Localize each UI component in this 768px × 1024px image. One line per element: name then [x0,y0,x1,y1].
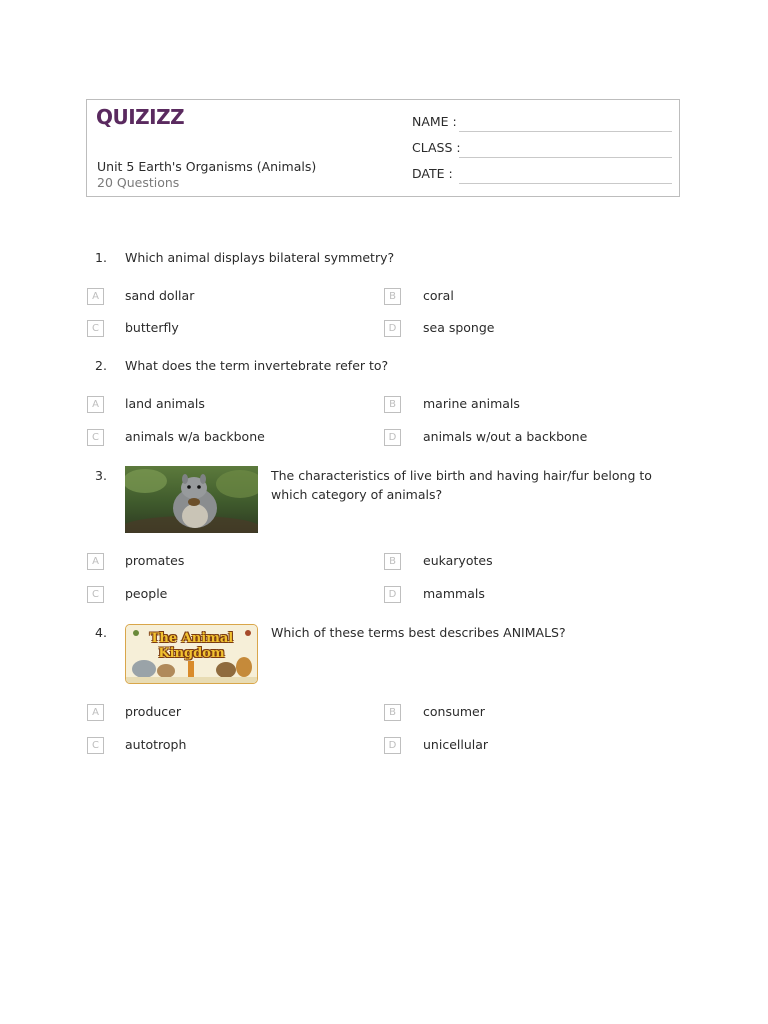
name-label: NAME : [412,114,457,129]
question-text: What does the term invertebrate refer to? [125,358,389,373]
option-b-box[interactable]: B [384,553,401,570]
option-a-box[interactable]: A [87,288,104,305]
option-b-box[interactable]: B [384,704,401,721]
date-line [459,183,672,184]
question-count: 20 Questions [97,175,180,190]
option-b-text: eukaryotes [423,553,493,568]
name-line [459,131,672,132]
question-number: 4. [95,625,107,640]
option-b-box[interactable]: B [384,288,401,305]
question-number: 2. [95,358,107,373]
option-a-box[interactable]: A [87,553,104,570]
quiz-title: Unit 5 Earth's Organisms (Animals) [97,159,317,174]
option-b-text: marine animals [423,396,520,411]
option-a-text: promates [125,553,185,568]
worksheet-header [86,99,680,197]
animal-kingdom-image [125,624,258,684]
name-field[interactable] [412,114,672,132]
option-a-box[interactable]: A [87,704,104,721]
option-d-text: sea sponge [423,320,495,335]
option-c-box[interactable]: C [87,320,104,337]
class-field[interactable] [412,140,672,158]
option-c-box[interactable]: C [87,586,104,603]
option-a-text: producer [125,704,182,719]
question-number: 1. [95,250,107,265]
option-c-text: people [125,586,168,601]
option-c-text: animals w/a backbone [125,429,265,444]
quizizz-logo: QUIZIZZ [96,105,185,129]
option-d-box[interactable]: D [384,320,401,337]
option-d-text: unicellular [423,737,489,752]
option-b-text: coral [423,288,454,303]
option-c-box[interactable]: C [87,429,104,446]
option-d-text: animals w/out a backbone [423,429,588,444]
option-c-box[interactable]: C [87,737,104,754]
option-c-text: butterfly [125,320,179,335]
option-a-box[interactable]: A [87,396,104,413]
option-b-text: consumer [423,704,485,719]
option-a-text: sand dollar [125,288,195,303]
class-line [459,157,672,158]
squirrel-photo-icon [125,466,258,533]
squirrel-image [125,466,258,533]
date-label: DATE : [412,166,453,181]
question-number: 3. [95,468,107,483]
option-d-box[interactable]: D [384,429,401,446]
option-a-text: land animals [125,396,205,411]
option-b-box[interactable]: B [384,396,401,413]
class-label: CLASS : [412,140,461,155]
option-d-box[interactable]: D [384,737,401,754]
animal-kingdom-image-text: The Animal Kingdom [149,631,234,661]
option-c-text: autotroph [125,737,187,752]
question-text: Which of these terms best describes ANIMALS? [271,625,566,640]
option-d-box[interactable]: D [384,586,401,603]
question-text: Which animal displays bilateral symmetry? [125,250,395,265]
option-d-text: mammals [423,586,485,601]
question-text: The characteristics of live birth and having hair/fur belong to which category of animals? [271,468,652,502]
date-field[interactable] [412,166,672,184]
